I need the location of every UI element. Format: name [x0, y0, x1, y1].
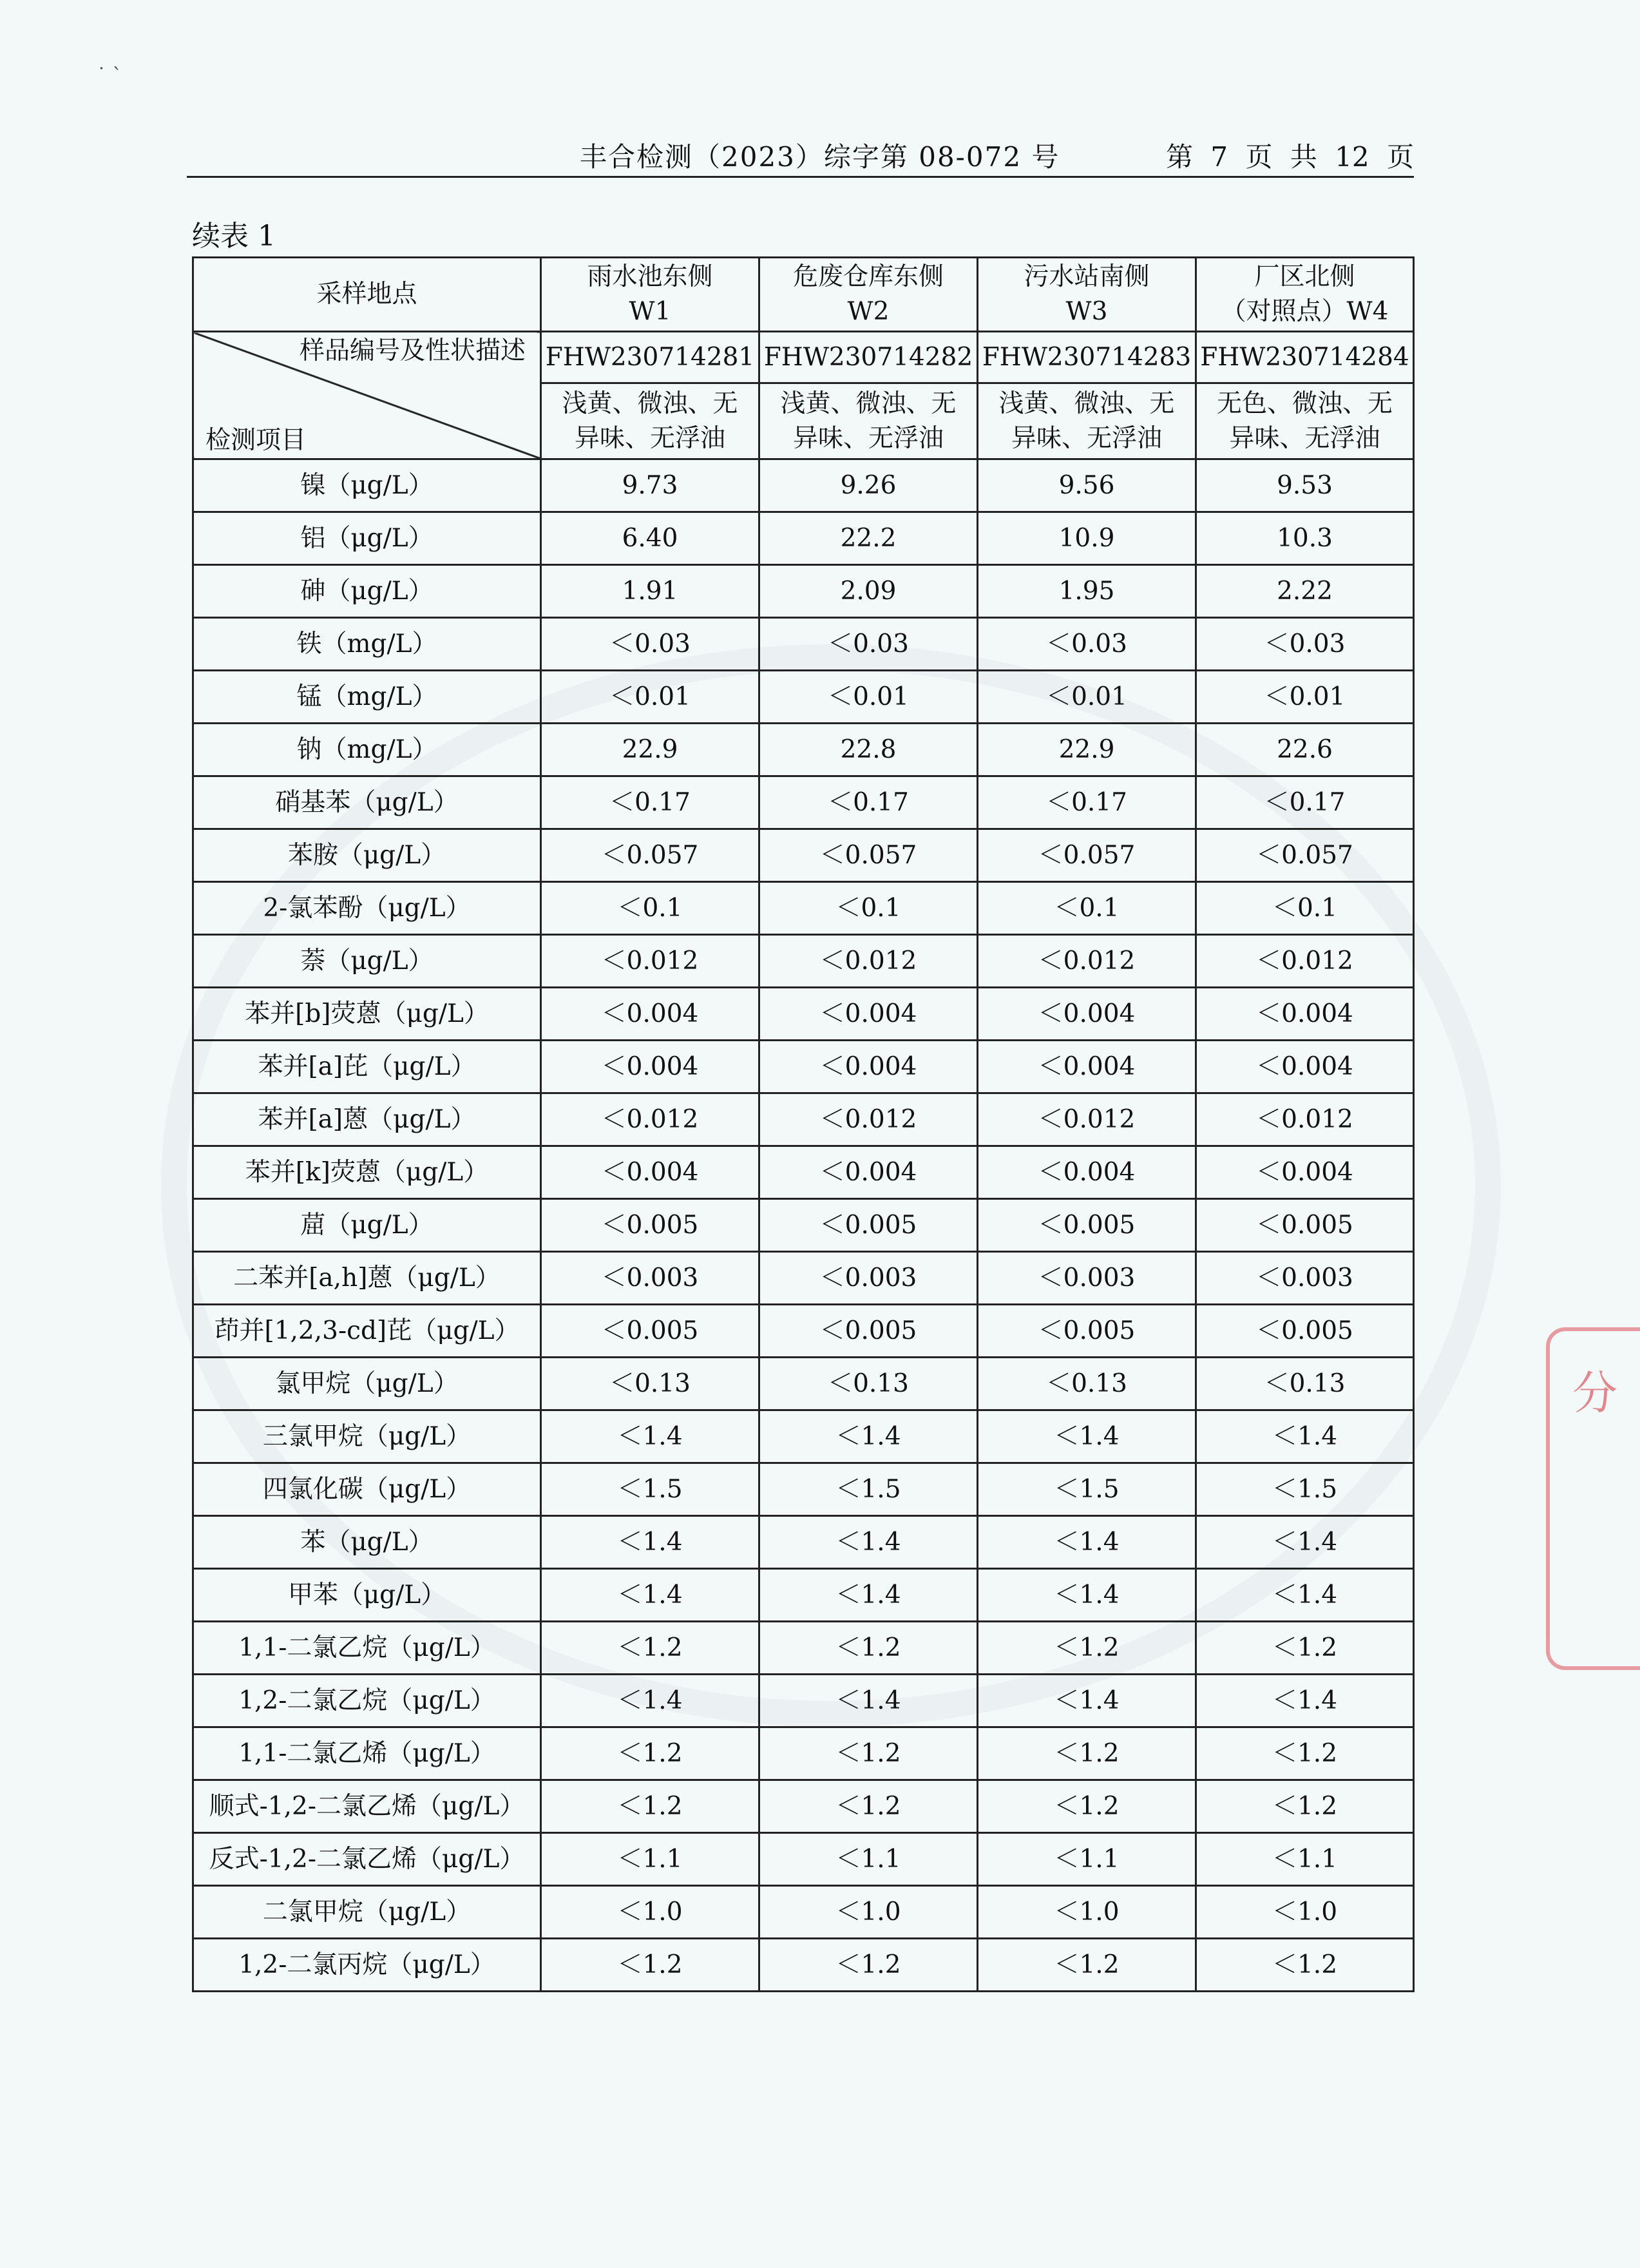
result-value: ＜1.2 [541, 1780, 759, 1833]
result-value: 22.2 [759, 512, 978, 565]
test-item: 苯并[a]蒽（μg/L） [193, 1093, 541, 1146]
table-row [193, 1516, 1414, 1569]
result-value: ＜1.2 [1196, 1727, 1414, 1780]
result-value: ＜0.1 [1196, 882, 1414, 935]
result-value: ＜0.057 [541, 829, 759, 882]
result-value: ＜0.012 [1196, 1093, 1414, 1146]
table-row [193, 1146, 1414, 1199]
result-value: ＜0.01 [541, 671, 759, 724]
result-value: ＜0.005 [1196, 1199, 1414, 1252]
test-item: 四氯化碳（μg/L） [193, 1463, 541, 1516]
result-value: ＜1.4 [541, 1516, 759, 1569]
result-value: 22.9 [541, 724, 759, 776]
result-value: ＜1.5 [1196, 1463, 1414, 1516]
result-value: ＜0.004 [541, 1146, 759, 1199]
result-value: ＜1.2 [1196, 1939, 1414, 1992]
result-value: ＜0.012 [759, 935, 978, 988]
result-value: 9.26 [759, 459, 978, 512]
result-value: ＜0.057 [1196, 829, 1414, 882]
result-value: ＜0.1 [759, 882, 978, 935]
table-row [193, 724, 1414, 776]
result-value: ＜0.012 [978, 1093, 1196, 1146]
table-row [193, 1780, 1414, 1833]
table-row [193, 1041, 1414, 1093]
site-code: W2 [847, 297, 890, 326]
table-row [193, 512, 1414, 565]
site-name: 危废仓库东侧 [792, 262, 944, 291]
test-item: 硝基苯（μg/L） [193, 776, 541, 829]
scan-specks: ˙ ˋ [97, 64, 122, 87]
result-value: ＜0.012 [541, 1093, 759, 1146]
test-item: 苯并[b]荧蒽（μg/L） [193, 988, 541, 1041]
site-header-w3 [978, 258, 1196, 332]
result-value: ＜0.004 [759, 1041, 978, 1093]
result-value: ＜0.012 [541, 935, 759, 988]
result-value: ＜1.4 [541, 1410, 759, 1463]
result-value: ＜1.2 [978, 1780, 1196, 1833]
result-value: 2.09 [759, 565, 978, 618]
test-item: 铝（μg/L） [193, 512, 541, 565]
table-row [193, 1093, 1414, 1146]
site-code: W3 [1065, 297, 1108, 326]
test-item: 苯（μg/L） [193, 1516, 541, 1569]
test-item: 苯胺（μg/L） [193, 829, 541, 882]
result-value: ＜1.4 [1196, 1516, 1414, 1569]
table-row [193, 1410, 1414, 1463]
sample-description: 浅黄、微浊、无异味、无浮油 [541, 383, 759, 459]
result-value: 10.3 [1196, 512, 1414, 565]
result-value: ＜1.2 [541, 1939, 759, 1992]
table-row [193, 1252, 1414, 1305]
result-value: ＜0.012 [1196, 935, 1414, 988]
test-item: 钠（mg/L） [193, 724, 541, 776]
site-label: 采样地点 [193, 258, 541, 332]
result-value: ＜0.005 [759, 1305, 978, 1358]
result-value: ＜1.2 [541, 1727, 759, 1780]
result-value: ＜1.4 [978, 1569, 1196, 1622]
site-name: 污水站南侧 [1024, 262, 1150, 291]
result-value: ＜0.004 [759, 988, 978, 1041]
table-row [193, 776, 1414, 829]
result-value: 9.73 [541, 459, 759, 512]
result-value: ＜1.5 [759, 1463, 978, 1516]
result-value: ＜1.2 [759, 1939, 978, 1992]
result-value: ＜1.2 [759, 1622, 978, 1675]
result-value: 1.91 [541, 565, 759, 618]
site-header-w2 [759, 258, 978, 332]
result-value: ＜0.004 [541, 988, 759, 1041]
result-value: ＜0.005 [978, 1199, 1196, 1252]
table-row [193, 1622, 1414, 1675]
table-row [193, 565, 1414, 618]
result-value: ＜1.4 [978, 1516, 1196, 1569]
result-value: ＜0.1 [978, 882, 1196, 935]
table-row [193, 1833, 1414, 1886]
result-value: ＜1.2 [1196, 1780, 1414, 1833]
test-item: 苯并[a]芘（μg/L） [193, 1041, 541, 1093]
site-header-w1 [541, 258, 759, 332]
result-value: ＜1.1 [759, 1833, 978, 1886]
test-item: 1,1-二氯乙烷（μg/L） [193, 1622, 541, 1675]
result-value: ＜1.4 [759, 1675, 978, 1727]
test-item: 茚并[1,2,3-cd]芘（μg/L） [193, 1305, 541, 1358]
test-item: 萘（μg/L） [193, 935, 541, 988]
document-header [187, 132, 1414, 178]
site-name: 雨水池东侧 [587, 262, 713, 291]
result-value: ＜0.13 [978, 1358, 1196, 1410]
site-name: 厂区北侧 [1254, 262, 1355, 291]
result-value: ＜1.2 [978, 1939, 1196, 1992]
result-value: ＜1.4 [1196, 1675, 1414, 1727]
result-value: ＜0.03 [541, 618, 759, 671]
page-info: 第 7 页 共 12 页 [1166, 141, 1414, 173]
test-item: 铁（mg/L） [193, 618, 541, 671]
test-item: 甲苯（μg/L） [193, 1569, 541, 1622]
result-value: ＜1.2 [978, 1622, 1196, 1675]
result-value: ＜0.005 [978, 1305, 1196, 1358]
result-value: ＜0.13 [759, 1358, 978, 1410]
result-value: ＜1.4 [541, 1569, 759, 1622]
result-value: ＜0.03 [978, 618, 1196, 671]
result-value: ＜1.4 [541, 1675, 759, 1727]
result-value: ＜0.057 [978, 829, 1196, 882]
result-value: 10.9 [978, 512, 1196, 565]
test-item: 二氯甲烷（μg/L） [193, 1886, 541, 1939]
table-row [193, 1675, 1414, 1727]
result-value: ＜1.2 [759, 1780, 978, 1833]
result-value: ＜0.17 [541, 776, 759, 829]
result-value: ＜0.13 [541, 1358, 759, 1410]
corner-label-bottom: 检测项目 [205, 426, 307, 455]
test-item: 三氯甲烷（μg/L） [193, 1410, 541, 1463]
table-row [193, 1569, 1414, 1622]
result-value: ＜1.5 [978, 1463, 1196, 1516]
result-value: ＜1.0 [759, 1886, 978, 1939]
result-value: 22.8 [759, 724, 978, 776]
test-item: 2-氯苯酚（μg/L） [193, 882, 541, 935]
result-value: ＜0.005 [541, 1199, 759, 1252]
table-row [193, 459, 1414, 512]
result-value: ＜0.01 [759, 671, 978, 724]
table-row [193, 1358, 1414, 1410]
result-value: ＜0.17 [978, 776, 1196, 829]
test-item: 二苯并[a,h]蒽（μg/L） [193, 1252, 541, 1305]
report-number: 丰合检测（2023）综字第 08-072 号 [580, 141, 1060, 173]
result-value: ＜0.005 [1196, 1305, 1414, 1358]
site-header-row [193, 258, 1414, 332]
sample-id: FHW230714284 [1196, 332, 1414, 383]
test-item: 1,1-二氯乙烯（μg/L） [193, 1727, 541, 1780]
result-value: ＜0.004 [1196, 1146, 1414, 1199]
result-value: ＜0.012 [759, 1093, 978, 1146]
sample-id: FHW230714281 [541, 332, 759, 383]
result-value: ＜0.004 [978, 1041, 1196, 1093]
table-row [193, 1463, 1414, 1516]
result-value: ＜0.004 [541, 1041, 759, 1093]
table-row [193, 988, 1414, 1041]
result-value: ＜0.1 [541, 882, 759, 935]
result-value: 9.56 [978, 459, 1196, 512]
result-value: ＜1.4 [759, 1410, 978, 1463]
result-value: ＜0.004 [759, 1146, 978, 1199]
result-value: ＜1.4 [978, 1410, 1196, 1463]
test-item: 镍（μg/L） [193, 459, 541, 512]
result-value: 6.40 [541, 512, 759, 565]
sample-id: FHW230714283 [978, 332, 1196, 383]
result-value: ＜0.012 [978, 935, 1196, 988]
official-seal: 分 [1546, 1327, 1640, 1670]
table-row [193, 1886, 1414, 1939]
result-value: ＜1.2 [978, 1727, 1196, 1780]
sample-id: FHW230714282 [759, 332, 978, 383]
result-value: ＜0.003 [1196, 1252, 1414, 1305]
result-value: ＜0.003 [759, 1252, 978, 1305]
result-value: ＜0.01 [978, 671, 1196, 724]
table-row [193, 1199, 1414, 1252]
result-value: 9.53 [1196, 459, 1414, 512]
result-value: ＜0.13 [1196, 1358, 1414, 1410]
result-value: ＜1.1 [978, 1833, 1196, 1886]
result-value: 22.6 [1196, 724, 1414, 776]
result-value: ＜0.004 [1196, 1041, 1414, 1093]
result-value: ＜1.0 [541, 1886, 759, 1939]
test-item: 苯并[k]荧蒽（μg/L） [193, 1146, 541, 1199]
test-item: 氯甲烷（μg/L） [193, 1358, 541, 1410]
corner-label-top: 样品编号及性状描述 [299, 336, 526, 365]
table-row [193, 935, 1414, 988]
result-value: ＜1.2 [541, 1622, 759, 1675]
result-value: ＜1.2 [1196, 1622, 1414, 1675]
result-value: ＜0.03 [1196, 618, 1414, 671]
result-value: ＜1.1 [1196, 1833, 1414, 1886]
result-value: ＜0.005 [759, 1199, 978, 1252]
diagonal-header-cell [193, 332, 541, 459]
sample-id-row [193, 332, 1414, 383]
sample-description: 浅黄、微浊、无异味、无浮油 [978, 383, 1196, 459]
test-item: 1,2-二氯乙烷（μg/L） [193, 1675, 541, 1727]
site-code: W1 [629, 297, 671, 326]
result-value: ＜0.003 [978, 1252, 1196, 1305]
result-value: ＜0.01 [1196, 671, 1414, 724]
table-row [193, 1305, 1414, 1358]
test-item: 砷（μg/L） [193, 565, 541, 618]
result-value: ＜0.057 [759, 829, 978, 882]
table-row [193, 671, 1414, 724]
result-value: ＜1.0 [1196, 1886, 1414, 1939]
result-value: ＜1.4 [759, 1569, 978, 1622]
table-row [193, 1939, 1414, 1992]
sample-description: 浅黄、微浊、无异味、无浮油 [759, 383, 978, 459]
result-value: 2.22 [1196, 565, 1414, 618]
result-value: 1.95 [978, 565, 1196, 618]
test-item: 䓛（μg/L） [193, 1199, 541, 1252]
result-value: ＜0.005 [541, 1305, 759, 1358]
table-row [193, 882, 1414, 935]
result-value: ＜1.4 [759, 1516, 978, 1569]
result-value: ＜1.0 [978, 1886, 1196, 1939]
test-item: 锰（mg/L） [193, 671, 541, 724]
test-item: 顺式-1,2-二氯乙烯（μg/L） [193, 1780, 541, 1833]
result-value: ＜1.1 [541, 1833, 759, 1886]
result-value: ＜1.4 [1196, 1569, 1414, 1622]
result-value: ＜0.17 [759, 776, 978, 829]
results-table [192, 256, 1415, 1992]
table-row [193, 829, 1414, 882]
result-value: 22.9 [978, 724, 1196, 776]
result-value: ＜0.004 [978, 988, 1196, 1041]
result-value: ＜0.004 [978, 1146, 1196, 1199]
test-item: 1,2-二氯丙烷（μg/L） [193, 1939, 541, 1992]
result-value: ＜0.17 [1196, 776, 1414, 829]
table-caption: 续表 1 [192, 220, 276, 253]
test-item: 反式-1,2-二氯乙烯（μg/L） [193, 1833, 541, 1886]
result-value: ＜0.004 [1196, 988, 1414, 1041]
result-value: ＜1.4 [1196, 1410, 1414, 1463]
table-row [193, 1727, 1414, 1780]
result-value: ＜1.2 [759, 1727, 978, 1780]
result-value: ＜0.03 [759, 618, 978, 671]
result-value: ＜1.4 [978, 1675, 1196, 1727]
site-header-w4 [1196, 258, 1414, 332]
sample-description: 无色、微浊、无异味、无浮油 [1196, 383, 1414, 459]
result-value: ＜0.003 [541, 1252, 759, 1305]
result-value: ＜1.5 [541, 1463, 759, 1516]
site-code: （对照点）W4 [1221, 297, 1389, 326]
table-row [193, 618, 1414, 671]
